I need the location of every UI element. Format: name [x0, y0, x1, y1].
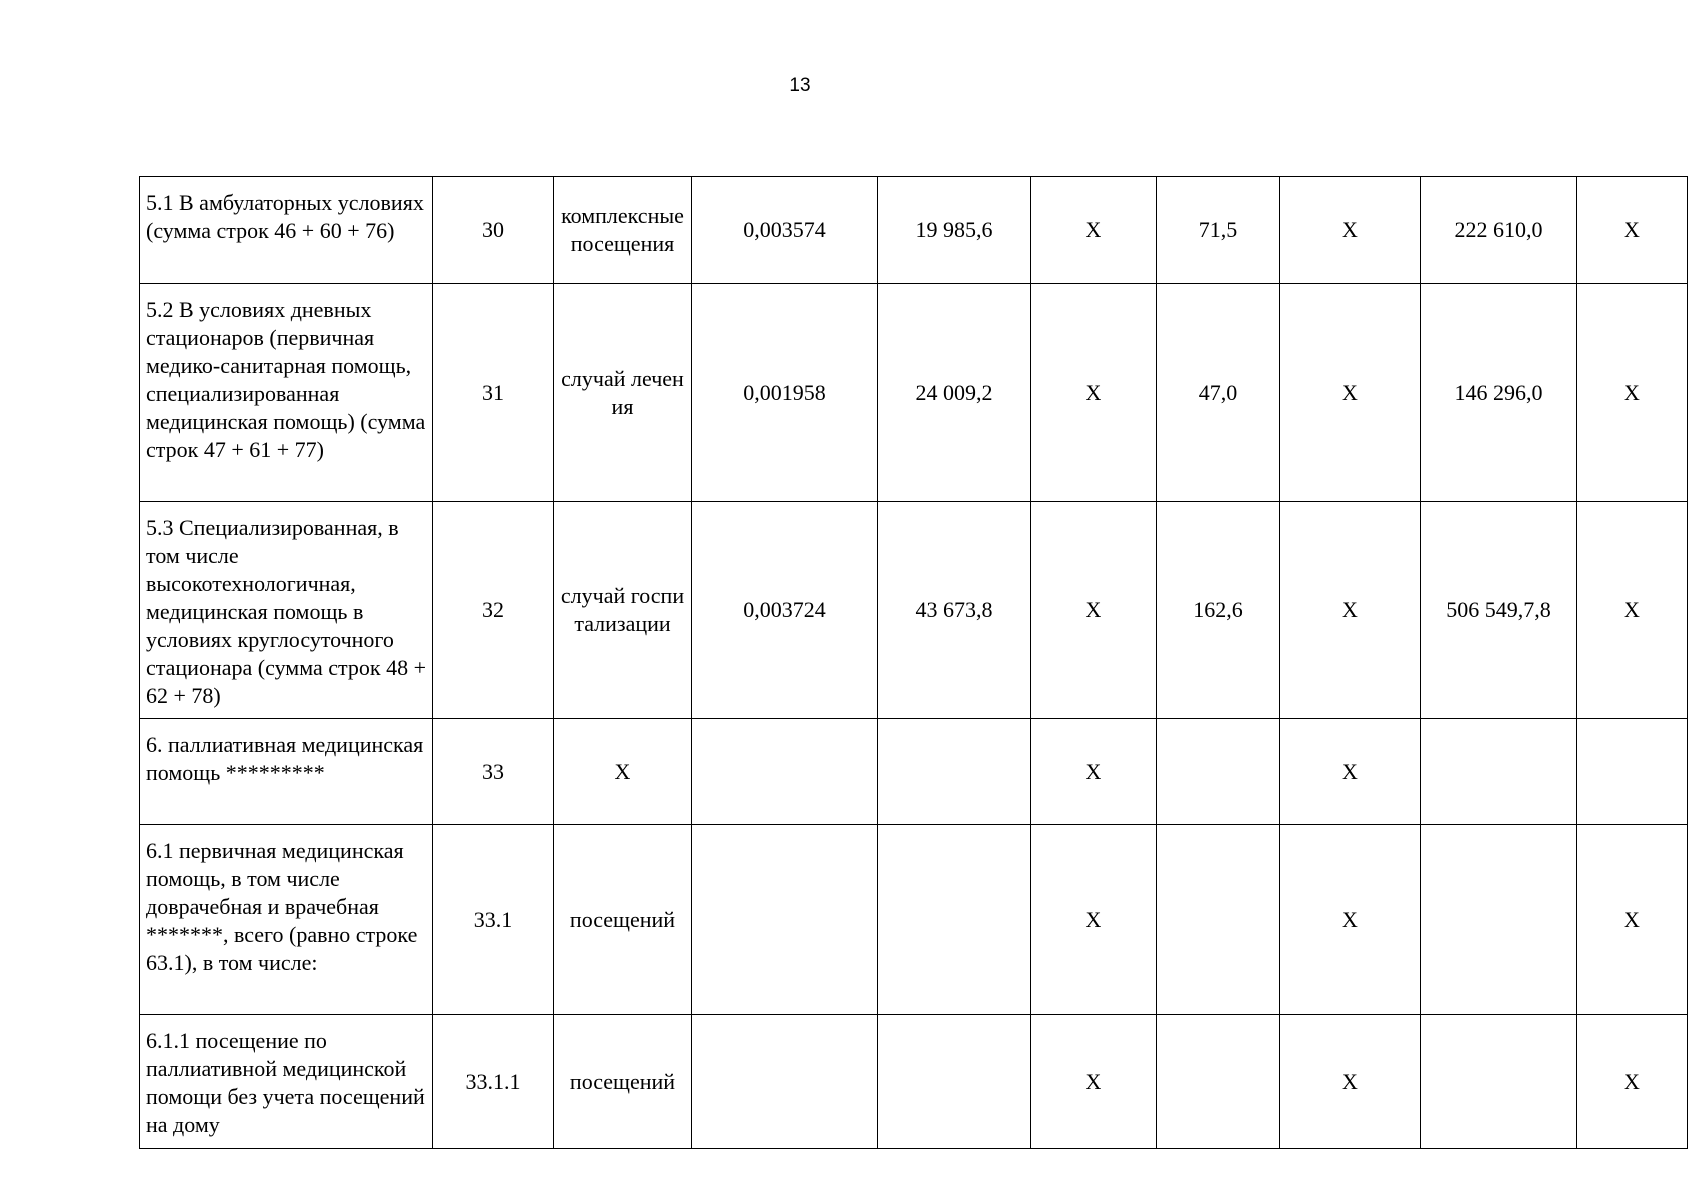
row-name-cell: 5.1 В амбулаторных условиях (сумма строк 46 + 60 + 76): [140, 177, 433, 284]
table-row: [140, 502, 1688, 719]
row-unit-cell: Х: [554, 719, 692, 825]
row-col9-cell: [1421, 825, 1577, 1015]
row-name-cell: 6. паллиативная медицинская помощь *********: [140, 719, 433, 825]
row-col6-cell: Х: [1031, 502, 1157, 719]
row-code-cell: 33.1.1: [433, 1015, 554, 1149]
row-col6-cell: Х: [1031, 177, 1157, 284]
row-name-cell: 6.1.1 посещение по паллиативной медицинской помощи без учета посещений на дому: [140, 1015, 433, 1149]
page-number: 13: [789, 75, 811, 96]
row-cost-cell: [878, 825, 1031, 1015]
row-col6-cell: Х: [1031, 284, 1157, 502]
row-cost-cell: 19 985,6: [878, 177, 1031, 284]
row-col6-cell: Х: [1031, 1015, 1157, 1149]
row-norm-cell: 0,003574: [692, 177, 878, 284]
row-unit-cell: случай госпитализации: [554, 502, 692, 719]
row-code-cell: 32: [433, 502, 554, 719]
row-col6-cell: Х: [1031, 825, 1157, 1015]
table-row: [140, 825, 1688, 1015]
row-col10-cell: [1577, 719, 1688, 825]
row-norm-cell: [692, 1015, 878, 1149]
row-name-cell: 5.2 В условиях дневных стационаров (первичная медико-санитарная помощь, специализированная медицинская помощь) (сумма строк 47 + 61 + 77): [140, 284, 433, 502]
row-col10-cell: Х: [1577, 284, 1688, 502]
row-col9-cell: 222 610,0: [1421, 177, 1577, 284]
row-col8-cell: Х: [1280, 1015, 1421, 1149]
row-col7-cell: 71,5: [1157, 177, 1280, 284]
row-cost-cell: 24 009,2: [878, 284, 1031, 502]
row-col7-cell: 162,6: [1157, 502, 1280, 719]
row-norm-cell: 0,001958: [692, 284, 878, 502]
row-code-cell: 33.1: [433, 825, 554, 1015]
row-col10-cell: Х: [1577, 502, 1688, 719]
row-col6-cell: Х: [1031, 719, 1157, 825]
row-unit-cell: комплексные посещения: [554, 177, 692, 284]
row-col7-cell: [1157, 1015, 1280, 1149]
row-col7-cell: 47,0: [1157, 284, 1280, 502]
row-col9-cell: [1421, 1015, 1577, 1149]
table-row: [140, 719, 1688, 825]
row-col10-cell: Х: [1577, 1015, 1688, 1149]
row-col8-cell: Х: [1280, 825, 1421, 1015]
table-row: [140, 284, 1688, 502]
table-row: [140, 1015, 1688, 1149]
row-norm-cell: [692, 719, 878, 825]
row-name-cell: 6.1 первичная медицинская помощь, в том числе доврачебная и врачебная *******, всего (равно строке 63.1), в том числе:: [140, 825, 433, 1015]
row-col7-cell: [1157, 825, 1280, 1015]
row-code-cell: 30: [433, 177, 554, 284]
row-col10-cell: Х: [1577, 177, 1688, 284]
row-col8-cell: Х: [1280, 719, 1421, 825]
row-name-cell: 5.3 Специализированная, в том числе высокотехнологичная, медицинская помощь в условиях круглосуточного стационара (сумма строк 48 + 62 + 78): [140, 502, 433, 719]
row-col8-cell: Х: [1280, 284, 1421, 502]
row-cost-cell: [878, 1015, 1031, 1149]
row-col9-cell: [1421, 719, 1577, 825]
row-code-cell: 31: [433, 284, 554, 502]
row-cost-cell: 43 673,8: [878, 502, 1031, 719]
row-unit-cell: случай лечения: [554, 284, 692, 502]
row-col7-cell: [1157, 719, 1280, 825]
row-col8-cell: Х: [1280, 177, 1421, 284]
row-col8-cell: Х: [1280, 502, 1421, 719]
table-row: [140, 177, 1688, 284]
row-unit-cell: посещений: [554, 1015, 692, 1149]
row-col9-cell: 146 296,0: [1421, 284, 1577, 502]
row-col9-cell: 506 549,7,8: [1421, 502, 1577, 719]
row-norm-cell: [692, 825, 878, 1015]
row-unit-cell: посещений: [554, 825, 692, 1015]
row-col10-cell: Х: [1577, 825, 1688, 1015]
row-code-cell: 33: [433, 719, 554, 825]
row-norm-cell: 0,003724: [692, 502, 878, 719]
row-cost-cell: [878, 719, 1031, 825]
financing-table: [139, 176, 1688, 1149]
